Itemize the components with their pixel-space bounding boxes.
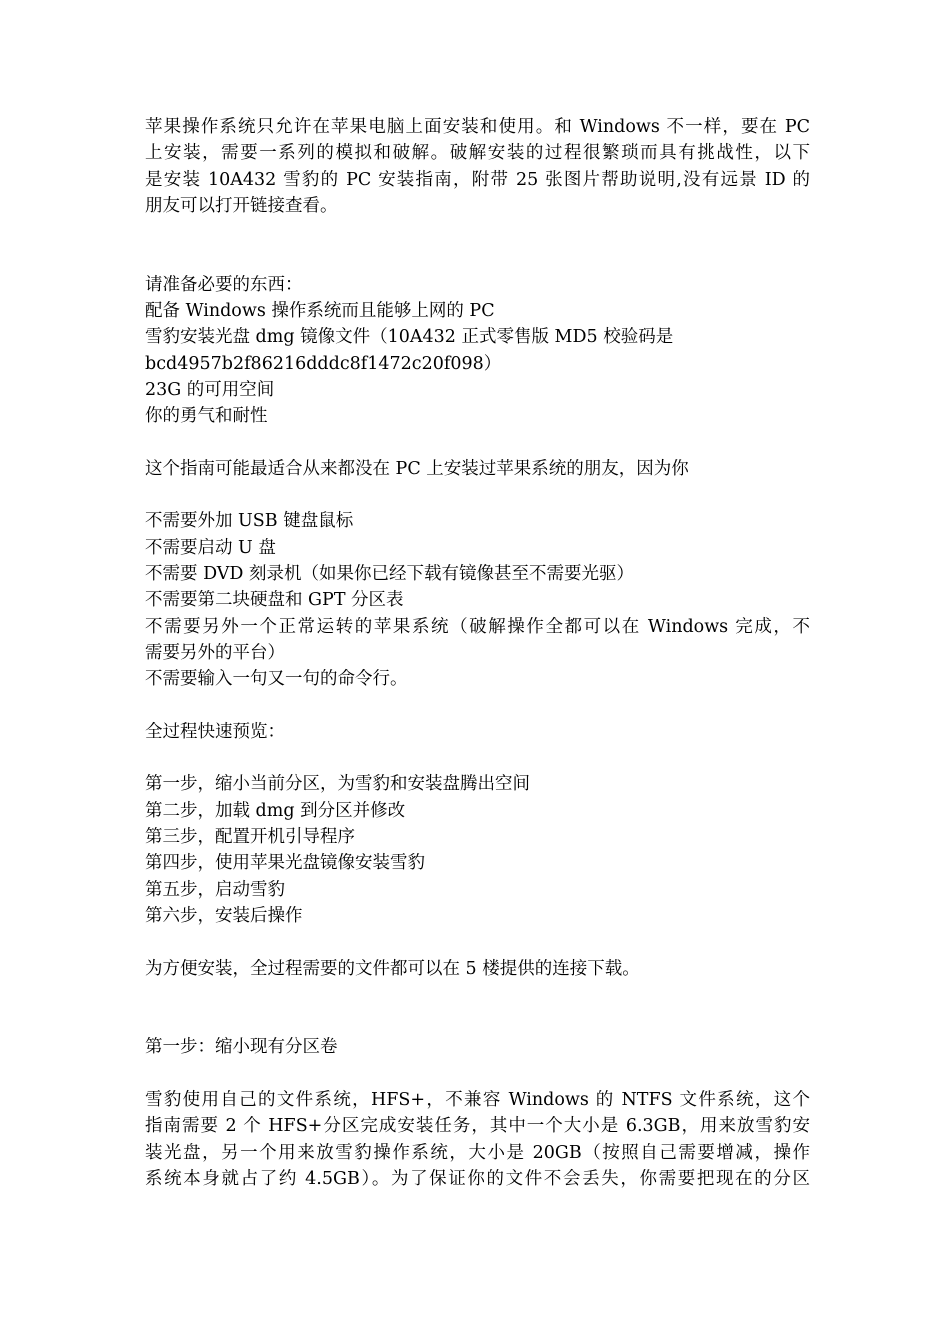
step1-paragraph	[145, 1087, 810, 1192]
spacer	[145, 1061, 810, 1087]
overview-step-4: 第四步，使用苹果光盘镜像安装雪豹	[145, 853, 425, 874]
intro-line-3: 是安装 10A432 雪豹的 PC 安装指南，附带 25 张图片帮助说明,没有远景 ID 的	[145, 169, 810, 190]
intro-paragraph	[145, 114, 810, 219]
step1-line-4: 系统本身就占了约 4.5GB）。为了保证你的文件不会丢失，你需要把现在的分区	[145, 1168, 810, 1189]
prep-item-3: bcd4957b2f86216dddc8f1472c20f098）	[145, 353, 502, 374]
step1-line-1: 雪豹使用自己的文件系统，HFS+，不兼容 Windows 的 NTFS 文件系统，这个	[145, 1089, 810, 1110]
intro-line-4: 朋友可以打开链接查看。	[145, 195, 338, 216]
step1-line-3: 装光盘，另一个用来放雪豹操作系统，大小是 20GB（按照自己需要增减，操作	[145, 1142, 810, 1163]
prep-item-5: 你的勇气和耐性	[145, 406, 268, 427]
step1-heading: 第一步：缩小现有分区卷	[145, 1037, 338, 1058]
spacer	[145, 482, 810, 508]
overview-step-2: 第二步，加载 dmg 到分区并修改	[145, 800, 406, 821]
spacer	[145, 693, 810, 719]
suitability-item-5: 不需要另外一个正常运转的苹果系统（破解操作全都可以在 Windows 完成，不	[145, 616, 810, 637]
overview-step-5: 第五步，启动雪豹	[145, 879, 285, 900]
suitability-item-2: 不需要启动 U 盘	[145, 537, 276, 558]
overview-heading: 全过程快速预览：	[145, 721, 285, 742]
document-page	[145, 114, 810, 1192]
prep-heading: 请准备必要的东西：	[145, 274, 303, 295]
spacer	[145, 745, 810, 771]
prep-item-4: 23G 的可用空间	[145, 379, 275, 400]
suitability-item-5-cont: 需要另外的平台）	[145, 642, 285, 663]
overview-step-6: 第六步，安装后操作	[145, 905, 303, 926]
prep-section	[145, 272, 810, 430]
spacer	[145, 219, 810, 272]
prep-item-2: 雪豹安装光盘 dmg 镜像文件（10A432 正式零售版 MD5 校验码是	[145, 327, 674, 348]
suitability-item-3: 不需要 DVD 刻录机（如果你已经下载有镜像甚至不需要光驱）	[145, 564, 635, 585]
overview-steps	[145, 771, 810, 929]
overview-step-1: 第一步，缩小当前分区，为雪豹和安装盘腾出空间	[145, 774, 530, 795]
prep-item-1: 配备 Windows 操作系统而且能够上网的 PC	[145, 301, 495, 322]
spacer	[145, 929, 810, 955]
suitability-intro: 这个指南可能最适合从来都没在 PC 上安装过苹果系统的朋友，因为你	[145, 458, 689, 479]
suitability-item-4: 不需要第二块硬盘和 GPT 分区表	[145, 590, 404, 611]
overview-step-3: 第三步，配置开机引导程序	[145, 827, 355, 848]
suitability-item-1: 不需要外加 USB 键盘鼠标	[145, 511, 354, 532]
step1-line-2: 指南需要 2 个 HFS+分区完成安装任务，其中一个大小是 6.3GB，用来放雪豹安	[145, 1116, 810, 1137]
intro-line-1: 苹果操作系统只允许在苹果电脑上面安装和使用。和 Windows 不一样，要在 PC	[145, 117, 810, 137]
download-note: 为方便安装，全过程需要的文件都可以在 5 楼提供的连接下载。	[145, 958, 640, 979]
spacer	[145, 430, 810, 456]
spacer	[145, 982, 810, 1035]
suitability-item-6: 不需要输入一句又一句的命令行。	[145, 669, 408, 690]
intro-line-2: 上安装，需要一系列的模拟和破解。破解安装的过程很繁琐而具有挑战性，以下	[145, 143, 810, 164]
suitability-list	[145, 508, 810, 692]
